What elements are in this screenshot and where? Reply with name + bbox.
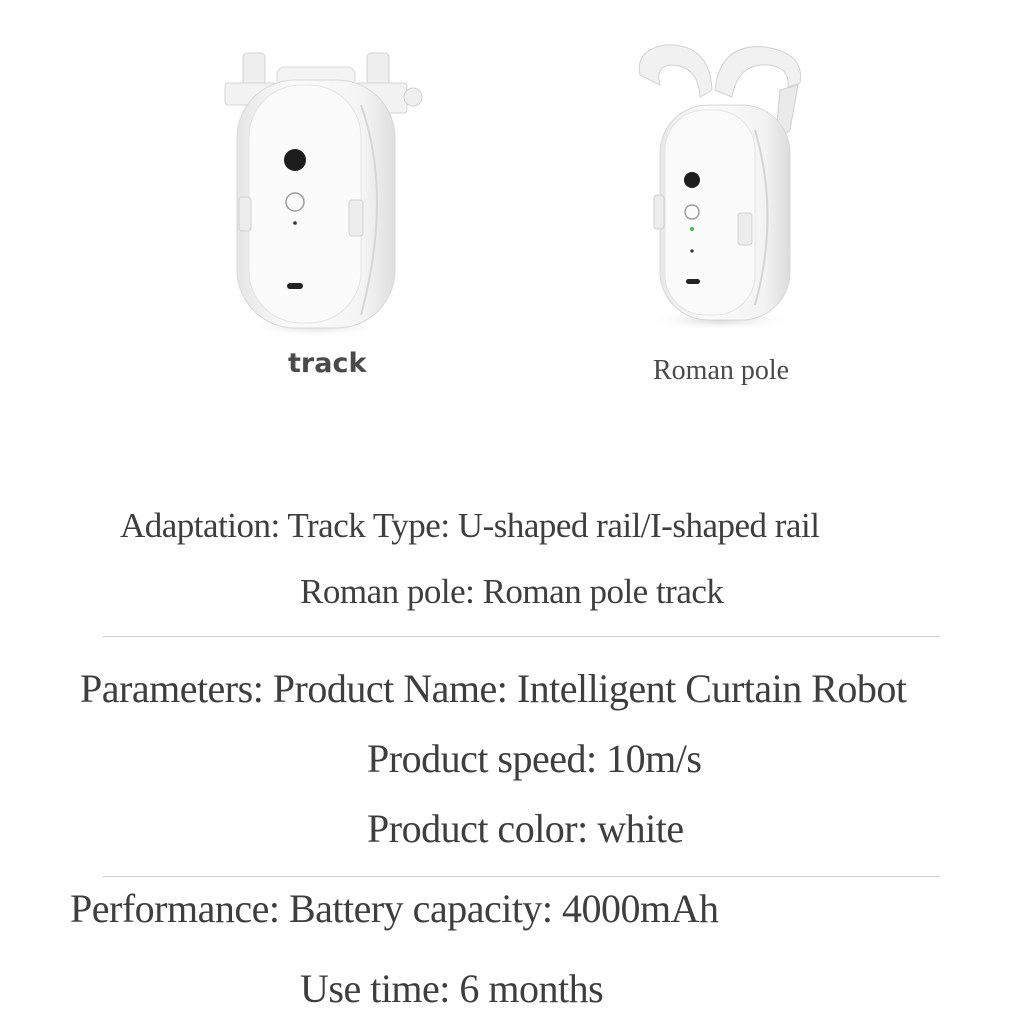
roman-pole-caption: Roman pole — [653, 355, 790, 386]
track-caption: track — [288, 348, 367, 379]
divider-2 — [103, 876, 940, 877]
adaptation-line-2: Roman pole: Roman pole track — [300, 572, 724, 611]
track-robot-image — [215, 45, 435, 340]
performance-line-1: Performance: Battery capacity: 4000mAh — [70, 886, 719, 931]
roman-pole-robot-image — [620, 35, 830, 335]
parameters-line-2: Product speed: 10m/s — [367, 736, 702, 781]
divider-1 — [103, 636, 940, 637]
parameters-line-1: Parameters: Product Name: Intelligent Curtain Robot — [80, 666, 907, 711]
adaptation-line-1: Adaptation: Track Type: U-shaped rail/I-shaped rail — [120, 506, 820, 545]
curtain-robot-roman-pole-icon — [620, 35, 830, 335]
parameters-line-3: Product color: white — [367, 806, 684, 851]
curtain-robot-track-icon — [215, 45, 435, 340]
performance-line-2: Use time: 6 months — [300, 966, 604, 1011]
